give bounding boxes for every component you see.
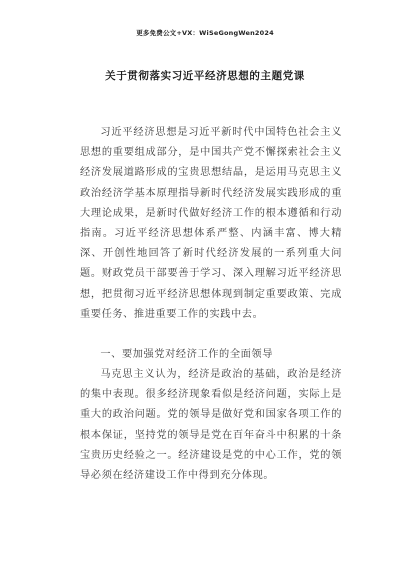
paragraph-section-1: 马克思主义认为，经济是政治的基础，政治是经济的集中表现。很多经济现象看似是经济问题，实际上是重大的政治问题。党的领导是做好党和国家各项工作的根本保证，坚持党的领导是党在百年奋斗中积累的十条宝贵历史经验之一。经济建设是党的中心工作，党的领导必须在经济建设工作中得到充分体现。 [80, 369, 342, 482]
paragraph-intro: 习近平经济思想是习近平新时代中国特色社会主义思想的重要组成部分，是中国共产党不懈探索社会主义经济发展道路形成的宝贵思想结晶，是运用马克思主义政治经济学基本原理指导新时代经济发展实践形成的重大理论成果，是新时代做好经济工作的根本遵循和行动指南。习近平经济思想体系严整、内涵丰富、博大精深、开创性地回答了新时代经济发展的一系列重大问题。财政党员干部要善于学习、深入理解习近平经济思想，把贯彻习近平经济思想体现到制定重要政策、完成重要任务、推进重要工作的实践中去。 [80, 127, 342, 320]
document-title: 关于贯彻落实习近平经济思想的主题党课 [105, 70, 305, 82]
header-note: 更多免费公文+VX：WiSeGongWen2024 [136, 29, 274, 37]
section-heading: 一、要加强党对经济工作的全面领导 [100, 349, 273, 360]
